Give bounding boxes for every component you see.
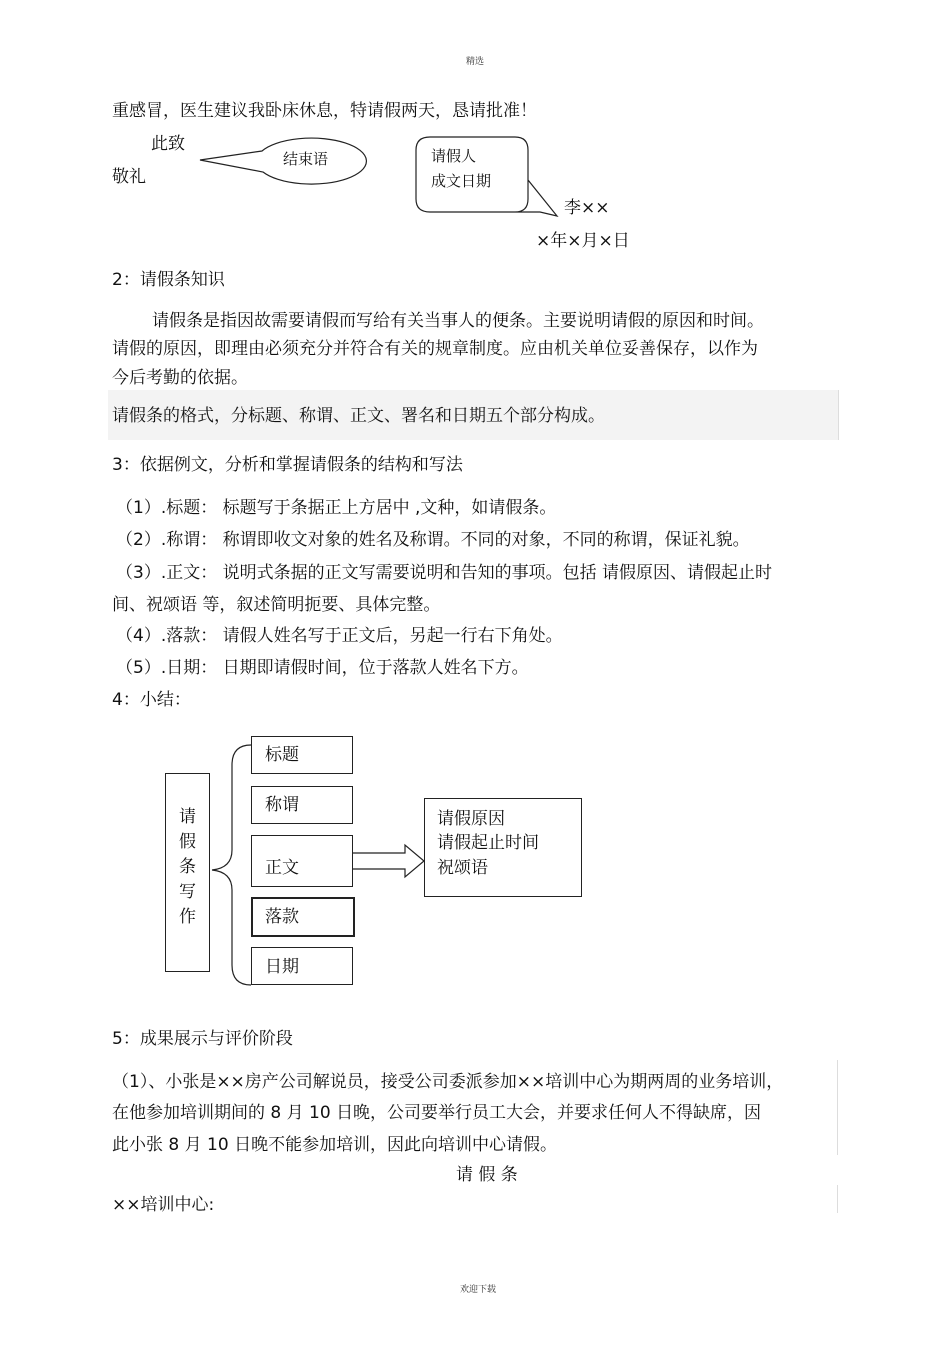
part-label-signature: 落款 [265,907,299,927]
letter-body-end: 重感冒，医生建议我卧床休息，特请假两天，恳请批准！ [112,101,537,121]
section3-heading: 3：依据例文，分析和掌握请假条的结构和写法 [112,455,463,475]
root-char: 请 [179,807,196,827]
task-line-2: 在他参加培训期间的 8 月 10 日晚，公司要举行员工大会，并要求任何人不得缺席，因 [112,1103,762,1123]
header-mark: 精选 [466,57,485,67]
section3-item-3-line1: （3）.正文： 说明式条据的正文写需要说明和告知的事项。包括 请假原因、请假起止时 [116,563,773,583]
section3-item-5: （5）.日期： 日期即请假时间，位于落款人姓名下方。 [116,658,529,678]
content-item: 请假起止时间 [437,833,539,853]
root-char: 假 [179,832,196,852]
root-char: 条 [179,857,196,877]
content-item: 请假原因 [437,809,505,829]
section4-heading: 4：小结： [112,690,191,710]
section3-item-3-line2: 间、祝颂语 等，叙述简明扼要、具体完整。 [112,595,441,615]
callout-date-label: 成文日期 [431,172,492,190]
section2-para-line2: 请假的原因，即理由必须充分并符合有关的规章制度。应由机关单位妥善保存，以作为 [112,339,758,359]
letter-signer: 李×× [564,198,610,218]
part-label-salutation: 称谓 [265,795,299,815]
section3-item-4: （4）.落款： 请假人姓名写于正文后，另起一行右下角处。 [116,626,563,646]
part-label-title: 标题 [265,745,299,765]
letter-closing-2: 敬礼 [112,167,146,187]
task-line-1: （1）、小张是××房产公司解说员，接受公司委派参加××培训中心为期两周的业务培训， [112,1072,784,1092]
callout-closing-label: 结束语 [283,150,329,168]
sample-title: 请 假 条 [456,1165,518,1185]
letter-date: ×年×月×日 [536,231,630,251]
section3-item-2: （2）.称谓： 称谓即收文对象的姓名及称谓。不同的对象，不同的称谓，保证礼貌。 [116,530,750,550]
root-char: 作 [179,907,196,927]
section2-para-line1: 请假条是指因故需要请假而写给有关当事人的便条。主要说明请假的原因和时间。 [152,311,764,331]
footer-mark: 欢迎下载 [460,1285,497,1295]
margin-rule [837,1060,838,1155]
part-label-body: 正文 [265,858,299,878]
section5-heading: 5：成果展示与评价阶段 [112,1029,293,1049]
section2-heading: 2：请假条知识 [112,270,225,290]
section2-para-line3: 今后考勤的依据。 [112,368,248,388]
section3-item-1: （1）.标题： 标题写于条据正上方居中 ,文种，如请假条。 [116,498,557,518]
letter-closing-1: 此致 [151,134,185,154]
sample-salutation: ××培训中心: [112,1195,215,1215]
margin-rule [837,1185,838,1213]
callout-signer-label: 请假人 [431,147,477,165]
arrow-connector [353,845,424,877]
part-label-date: 日期 [265,957,299,977]
format-note: 请假条的格式，分标题、称谓、正文、署名和日期五个部分构成。 [112,406,605,426]
root-char: 写 [179,882,196,902]
task-line-3: 此小张 8 月 10 日晚不能参加培训，因此向培训中心请假。 [112,1135,558,1155]
brace-connector [212,745,251,985]
content-item: 祝颂语 [437,858,488,878]
